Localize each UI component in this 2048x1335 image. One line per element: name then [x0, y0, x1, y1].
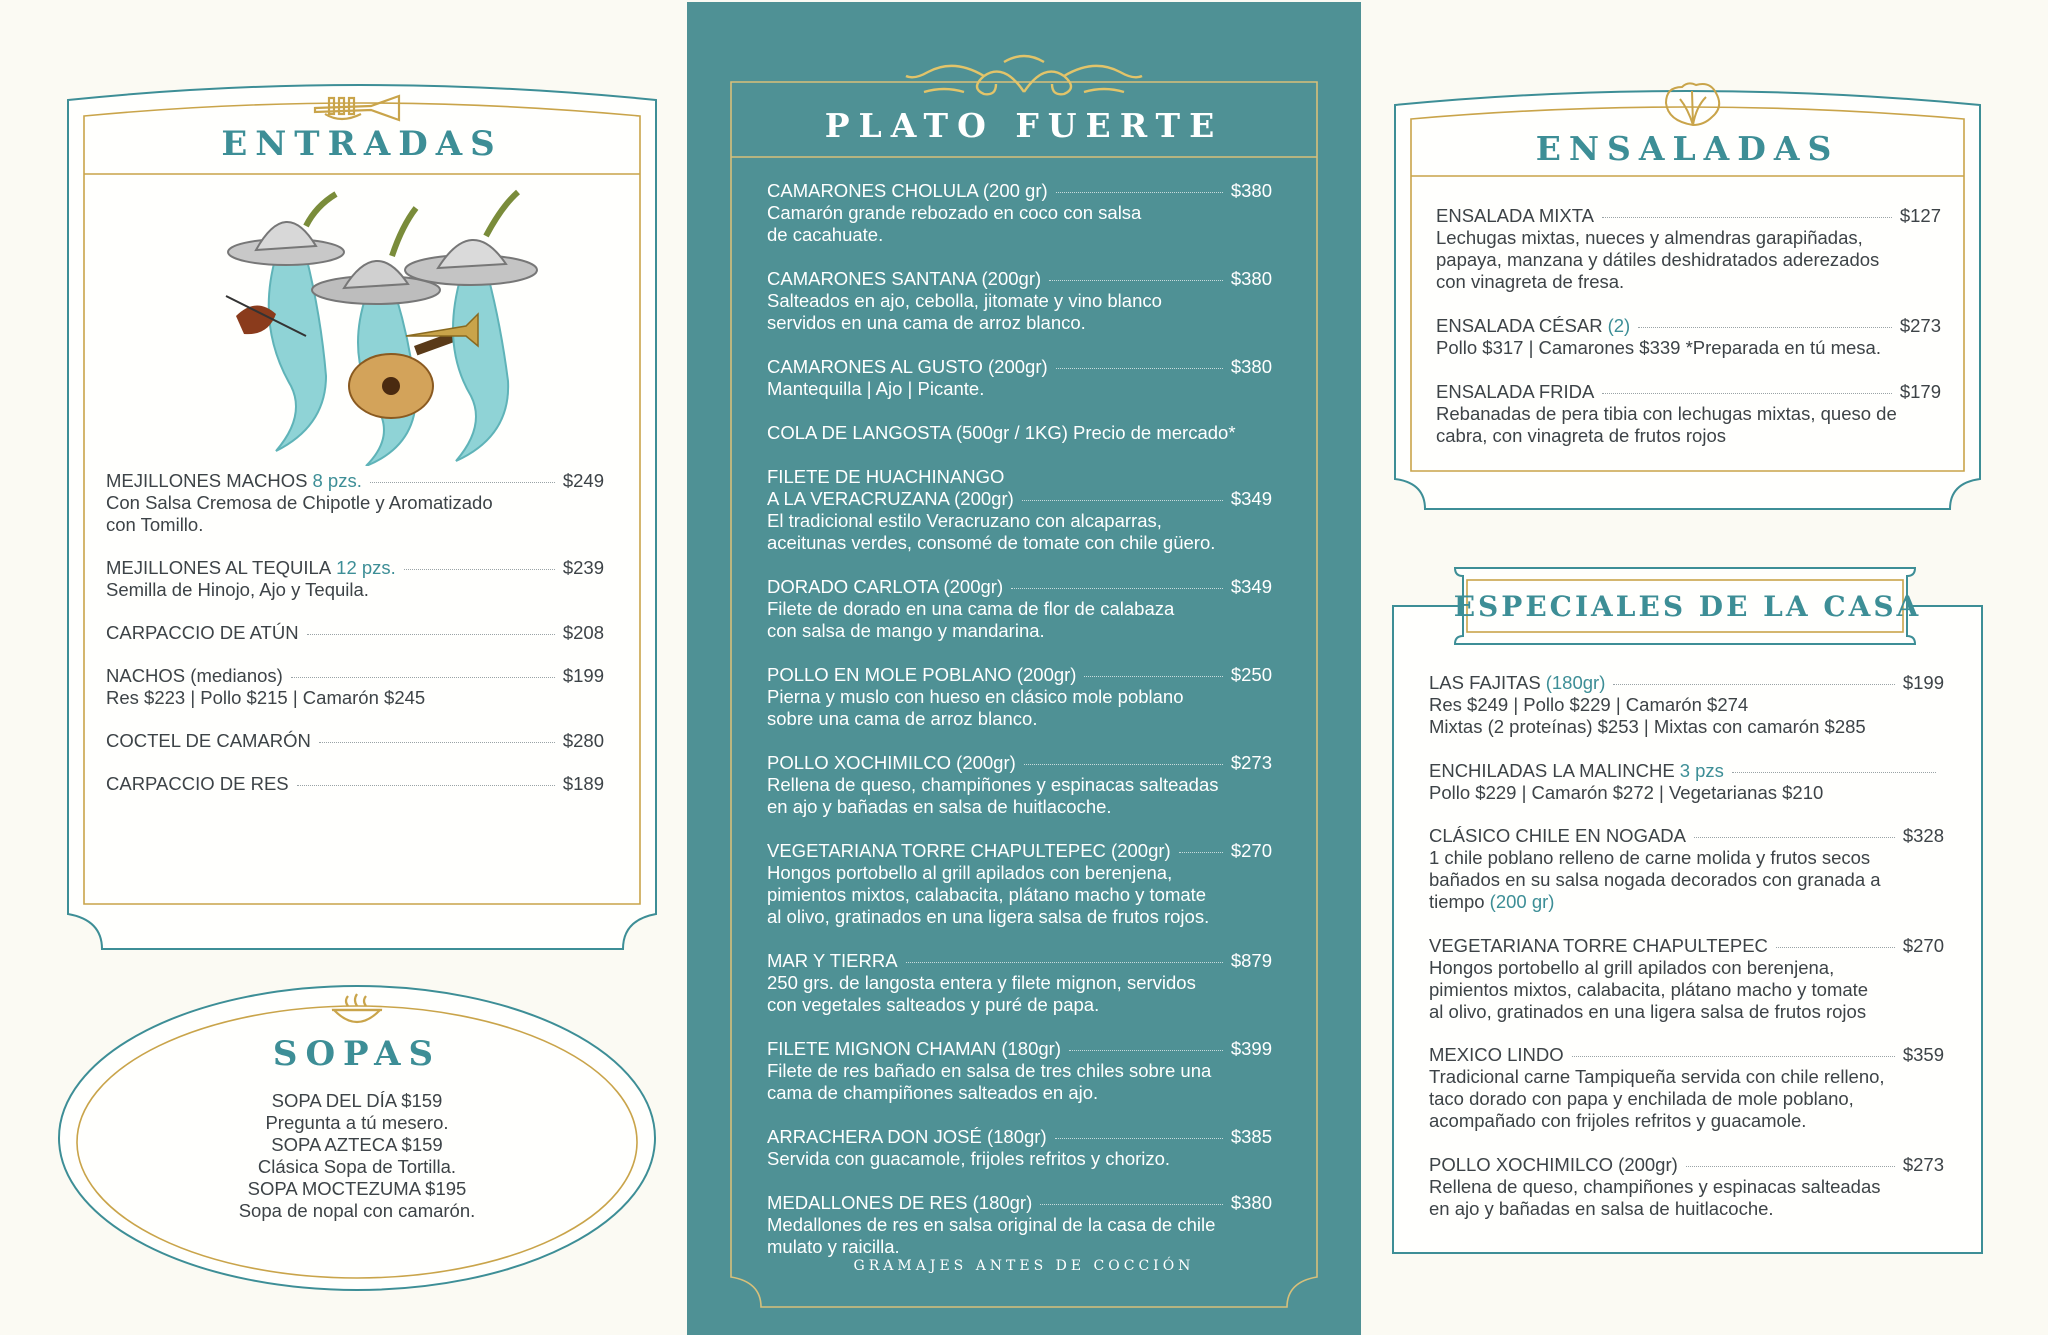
item-name: ENSALADA FRIDA: [1436, 381, 1595, 402]
item-name: ENSALADA CÉSAR: [1436, 315, 1603, 336]
item-price: $380: [1230, 1192, 1272, 1213]
dot-leader: [1613, 684, 1894, 685]
menu-item: [106, 557, 604, 601]
item-description: de cacahuate.: [767, 224, 884, 245]
menu-item: [1436, 205, 1941, 293]
menu-item: [1436, 315, 1941, 359]
item-description: pimientos mixtos, calabacita, plátano macho y tomate: [767, 884, 1207, 905]
item-price: $359: [1902, 1044, 1944, 1065]
item-description: cabra, con vinagreta de frutos rojos: [1436, 425, 1726, 446]
item-price: $349: [1230, 576, 1272, 597]
item-name: MAR Y TIERRA: [767, 950, 898, 971]
item-price: $273: [1230, 752, 1272, 773]
item-description: Mantequilla | Ajo | Picante.: [767, 378, 985, 399]
plato-fuerte-panel: [687, 2, 1361, 1335]
item-name: ENCHILADAS LA MALINCHE: [1429, 759, 1675, 781]
dot-leader: [291, 677, 555, 678]
item-price: $199: [562, 665, 604, 686]
dot-leader: [1024, 764, 1223, 765]
menu-item: [106, 665, 604, 709]
item-price: $208: [562, 622, 604, 643]
dot-leader: [1179, 852, 1223, 853]
item-price: $249: [562, 470, 604, 491]
dot-leader: [1069, 1050, 1223, 1051]
item-price: $349: [1230, 488, 1272, 509]
item-description: con salsa de mango y mandarina.: [767, 620, 1045, 641]
item-price: $179: [1899, 381, 1941, 402]
item-description: Rellena de queso, champiñones y espinacas salteadas: [1429, 1175, 1881, 1197]
item-description: Semilla de Hinojo, Ajo y Tequila.: [106, 579, 369, 600]
item-name: MEDALLONES DE RES (180gr): [767, 1192, 1033, 1213]
menu-item: [767, 576, 1272, 642]
item-description: Lechugas mixtas, nueces y almendras garapiñadas,: [1436, 227, 1863, 248]
menu-item: [767, 840, 1272, 928]
item-name: FILETE MIGNON CHAMAN (180gr): [767, 1038, 1061, 1059]
item-description: con Tomillo.: [106, 514, 204, 535]
item-name: COCTEL DE CAMARÓN: [106, 730, 311, 751]
soup-description: Clásica Sopa de Tortilla.: [257, 1156, 457, 1177]
menu-item: [1429, 672, 1944, 738]
soup-bowl-icon: [330, 992, 384, 1032]
item-description: Servida con guacamole, frijoles refritos y chorizo.: [767, 1148, 1171, 1169]
item-name: POLLO EN MOLE POBLANO (200gr): [767, 664, 1077, 685]
menu-item: [1429, 825, 1944, 913]
item-price: $270: [1230, 840, 1272, 861]
item-description: sobre una cama de arroz blanco.: [767, 708, 1038, 729]
item-description: 250 grs. de langosta entera y filete mignon, servidos: [767, 972, 1196, 993]
item-price: $250: [1230, 664, 1272, 685]
item-name: CAMARONES CHOLULA (200 gr): [767, 180, 1048, 201]
item-description: Hongos portobello al grill apilados con berenjena,: [767, 862, 1173, 883]
item-price: $328: [1902, 825, 1944, 846]
item-description: bañados en su salsa nogada decorados con granada a: [1429, 869, 1881, 890]
menu-item: [767, 268, 1272, 334]
item-name: ENSALADA MIXTA: [1436, 205, 1594, 226]
item-description: con vinagreta de fresa.: [1436, 271, 1625, 292]
dot-leader: [906, 962, 1223, 963]
item-description: en ajo y bañadas en salsa de huitlacoche.: [1429, 1197, 1774, 1219]
dot-leader: [297, 785, 555, 786]
item-description: Con Salsa Cremosa de Chipotle y Aromatizado: [106, 492, 493, 513]
dot-leader: [1602, 393, 1892, 394]
item-price: $239: [562, 557, 604, 578]
dot-leader: [1022, 500, 1223, 501]
menu-item: [106, 730, 604, 752]
item-description: Filete de dorado en una cama de flor de calabaza: [767, 598, 1175, 619]
item-tag: (2): [1607, 315, 1631, 336]
menu-item: [1429, 1044, 1944, 1132]
item-price: $380: [1230, 180, 1272, 201]
item-name: VEGETARIANA TORRE CHAPULTEPEC: [1429, 934, 1768, 956]
lettuce-icon: [1662, 81, 1724, 127]
item-description: Res $249 | Pollo $229 | Camarón $274: [1429, 694, 1749, 715]
item-name: CLÁSICO CHILE EN NOGADA: [1429, 825, 1687, 846]
item-tag: 12 pzs.: [336, 557, 396, 578]
sopas-title: SOPAS: [272, 1034, 442, 1074]
menu-item: [1429, 760, 1944, 804]
menu-item: [767, 752, 1272, 818]
item-price: $270: [1902, 934, 1944, 956]
item-description: servidos en una cama de arroz blanco.: [767, 312, 1086, 333]
menu-item: [106, 622, 604, 644]
dot-leader: [319, 742, 555, 743]
dot-leader: [1638, 327, 1892, 328]
item-price: $385: [1230, 1126, 1272, 1147]
item-description: Filete de res bañado en salsa de tres chiles sobre una: [767, 1060, 1212, 1081]
sopas-panel: [58, 962, 656, 1292]
dot-leader: [1040, 1204, 1223, 1205]
dot-leader: [1776, 947, 1895, 948]
item-name: FILETE DE HUACHINANGO: [767, 466, 1005, 487]
dot-leader: [1056, 368, 1223, 369]
item-description: acompañado con frijoles refritos y guacamole.: [1429, 1110, 1807, 1131]
dot-leader: [1011, 588, 1223, 589]
ensaladas-item-list: [1436, 205, 1941, 465]
menu-item: [767, 950, 1272, 1016]
item-name: A LA VERACRUZANA (200gr): [767, 488, 1014, 509]
item-price: $199: [1902, 672, 1944, 693]
menu-item: [106, 470, 604, 536]
ornament-flourish-icon: [904, 52, 1144, 102]
item-description: Mixtas (2 proteínas) $253 | Mixtas con camarón $285: [1429, 716, 1866, 737]
item-name: DORADO CARLOTA (200gr): [767, 576, 1004, 597]
ensaladas-panel: [1395, 99, 1980, 509]
dot-leader: [370, 482, 555, 483]
soup-name: SOPA AZTECA $159: [271, 1134, 443, 1155]
plato-fuerte-footer: GRAMAJES ANTES DE COCCIÓN: [853, 1258, 1195, 1274]
item-price: $879: [1230, 950, 1272, 971]
item-description: Res $223 | Pollo $215 | Camarón $245: [106, 687, 426, 708]
item-description: Rellena de queso, champiñones y espinacas salteadas: [767, 774, 1219, 795]
dot-leader: [307, 634, 555, 635]
item-name: POLLO XOCHIMILCO (200gr): [767, 752, 1016, 773]
item-description: Hongos portobello al grill apilados con berenjena,: [1429, 956, 1835, 978]
menu-item: [767, 422, 1272, 444]
item-description: tiempo (200 gr): [1429, 891, 1555, 912]
item-description: al olivo, gratinados en una ligera salsa de frutos rojos.: [767, 906, 1210, 927]
item-price: $273: [1902, 1153, 1944, 1175]
item-name: CAMARONES SANTANA (200gr): [767, 268, 1042, 289]
soup-name: SOPA MOCTEZUMA $195: [247, 1178, 467, 1199]
plato-fuerte-title: PLATO FUERTE: [824, 106, 1224, 145]
dot-leader: [1572, 1056, 1895, 1057]
entradas-title: ENTRADAS: [221, 124, 503, 164]
item-name: CARPACCIO DE RES: [106, 773, 289, 794]
item-tag: 8 pzs.: [312, 470, 362, 491]
dot-leader: [1694, 837, 1895, 838]
item-name: NACHOS (medianos): [106, 665, 283, 686]
entradas-item-list: [106, 470, 604, 890]
menu-item: [1429, 1154, 1944, 1220]
item-description: 1 chile poblano relleno de carne molida y frutos secos: [1429, 847, 1871, 868]
item-name: ARRACHERA DON JOSÉ (180gr): [767, 1126, 1047, 1147]
soup-description: Pregunta a tú mesero.: [265, 1112, 449, 1133]
item-description: papaya, manzana y dátiles deshidratados aderezados: [1436, 249, 1880, 270]
dot-leader: [1084, 676, 1222, 677]
dot-leader: [1602, 217, 1892, 218]
menu-item: [767, 180, 1272, 246]
menu-item: [767, 1038, 1272, 1104]
item-description: en ajo y bañadas en salsa de huitlacoche.: [767, 796, 1112, 817]
item-description: pimientos mixtos, calabacita, plátano macho y tomate: [1429, 978, 1869, 1000]
item-name: CAMARONES AL GUSTO (200gr): [767, 356, 1048, 377]
item-tag: (180gr): [1545, 672, 1606, 693]
menu-item: [106, 773, 604, 795]
menu-item: [1436, 381, 1941, 447]
menu-item: [767, 356, 1272, 400]
item-description: Salteados en ajo, cebolla, jitomate y vino blanco: [767, 290, 1162, 311]
trumpet-icon: [311, 92, 401, 126]
item-price: $399: [1230, 1038, 1272, 1059]
item-description: taco dorado con papa y enchilada de mole poblano,: [1429, 1088, 1854, 1109]
sopas-line-list: [58, 1090, 656, 1222]
soup-description: Sopa de nopal con camarón.: [238, 1200, 476, 1221]
dot-leader: [1732, 772, 1936, 773]
item-name: MEJILLONES AL TEQUILA: [106, 557, 332, 578]
item-name: CARPACCIO DE ATÚN: [106, 622, 299, 643]
especiales-item-list: [1429, 672, 1944, 1232]
item-description: al olivo, gratinados en una ligera salsa de frutos rojos: [1429, 1000, 1867, 1022]
dot-leader: [1049, 280, 1223, 281]
item-price: $189: [562, 773, 604, 794]
plato-fuerte-item-list: [767, 180, 1272, 1260]
item-price: $127: [1899, 205, 1941, 226]
item-description: mulato y raicilla.: [767, 1236, 900, 1257]
item-name: MEJILLONES MACHOS: [106, 470, 308, 491]
especiales-panel: [1393, 566, 1982, 1253]
item-price: $380: [1230, 268, 1272, 289]
soup-name: SOPA DEL DÍA $159: [271, 1090, 443, 1111]
menu-item: [767, 1192, 1272, 1258]
especiales-title: ESPECIALES DE LA CASA: [1453, 590, 1922, 623]
item-description: Pollo $229 | Camarón $272 | Vegetarianas $210: [1429, 781, 1824, 803]
item-price: $273: [1899, 315, 1941, 336]
item-description: Pollo $317 | Camarones $339 *Preparada en tú mesa.: [1436, 337, 1881, 358]
item-description: Camarón grande rebozado en coco con salsa: [767, 202, 1142, 223]
entradas-panel: [68, 94, 656, 949]
item-description: Rebanadas de pera tibia con lechugas mixtas, queso de: [1436, 403, 1897, 424]
dot-leader: [404, 569, 555, 570]
item-name: MEXICO LINDO: [1429, 1044, 1564, 1065]
item-description: con vegetales salteados y puré de papa.: [767, 994, 1100, 1015]
item-tag: 3 pzs: [1679, 759, 1724, 781]
item-description: Tradicional carne Tampiqueña servida con chile relleno,: [1429, 1066, 1885, 1087]
menu-item: [767, 1126, 1272, 1170]
item-name: COLA DE LANGOSTA (500gr / 1KG) Precio de mercado*: [767, 422, 1236, 443]
item-description: cama de champiñones salteados en ajo.: [767, 1082, 1099, 1103]
menu-item: [1429, 935, 1944, 1023]
dot-leader: [1055, 1138, 1223, 1139]
item-description: Pierna y muslo con hueso en clásico mole poblano: [767, 686, 1184, 707]
item-description: El tradicional estilo Veracruzano con alcaparras,: [767, 510, 1162, 531]
item-price: $380: [1230, 356, 1272, 377]
item-description: Medallones de res en salsa original de la casa de chile: [767, 1214, 1216, 1235]
item-description: aceitunas verdes, consomé de tomate con chile güero.: [767, 532, 1216, 553]
item-price: $280: [562, 730, 604, 751]
menu-item: [767, 466, 1272, 554]
chili-mariachi-illustration: [216, 186, 546, 466]
dot-leader: [1686, 1166, 1895, 1167]
item-name: VEGETARIANA TORRE CHAPULTEPEC (200gr): [767, 840, 1171, 861]
menu-item: [767, 664, 1272, 730]
item-name: LAS FAJITAS: [1429, 672, 1541, 693]
dot-leader: [1056, 192, 1223, 193]
ensaladas-title: ENSALADAS: [1535, 129, 1840, 168]
item-name: POLLO XOCHIMILCO (200gr): [1429, 1153, 1678, 1175]
